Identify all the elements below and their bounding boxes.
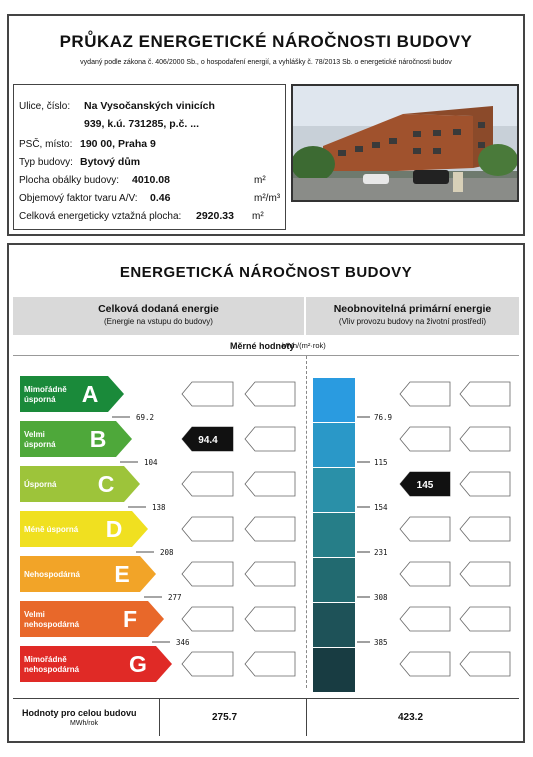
- left-header-title: Celková dodaná energie: [98, 303, 219, 315]
- left-threshold-value: 208: [160, 548, 174, 557]
- class-arrow-b: [20, 421, 132, 457]
- empty-marker-right: [400, 382, 450, 406]
- class-letter-a: A: [81, 381, 99, 407]
- right-header-title: Neobnovitelná primární energie: [333, 303, 492, 315]
- empty-marker-right: [400, 517, 450, 541]
- shape-factor-label: Objemový faktor tvaru A/V:: [19, 193, 138, 204]
- primary-scale-segment-d: [313, 513, 355, 557]
- right-threshold-value: 231: [374, 548, 388, 557]
- shape-factor-value: 0.46: [150, 192, 171, 204]
- left-threshold-value: 69.2: [136, 413, 155, 422]
- empty-marker-right: [400, 562, 450, 586]
- class-label-g: nehospodárná: [24, 665, 80, 674]
- empty-marker-left: [182, 472, 233, 496]
- street-value: Na Vysočanských vinicích: [84, 100, 215, 112]
- class-letter-c: C: [97, 471, 115, 497]
- empty-marker-left: [182, 562, 233, 586]
- right-threshold-value: 308: [374, 593, 388, 602]
- class-letter-g: G: [129, 651, 147, 677]
- empty-marker-left: [245, 652, 295, 676]
- class-label-a: úsporná: [24, 395, 56, 404]
- envelope-area-unit: m²: [254, 175, 266, 186]
- primary-scale-segment-f: [313, 603, 355, 647]
- primary-scale-segment-e: [313, 558, 355, 602]
- class-letter-b: B: [89, 426, 107, 452]
- certificate-title: PRŮKAZ ENERGETICKÉ NÁROČNOSTI BUDOVY: [59, 32, 473, 51]
- class-label-d: Méně úsporná: [24, 525, 79, 534]
- primary-energy-value: 145: [416, 480, 434, 491]
- left-threshold-value: 346: [176, 638, 190, 647]
- empty-marker-left: [245, 472, 295, 496]
- class-arrow-g: [20, 646, 172, 682]
- empty-marker-right: [400, 607, 450, 631]
- empty-marker-left: [245, 562, 295, 586]
- certificate-subtitle: vydaný podle zákona č. 406/2000 Sb., o hospodaření energií, a vyhlášky č. 78/2013 Sb. o energetické náročnosti budov: [80, 59, 452, 66]
- left-threshold-value: 104: [144, 458, 158, 467]
- class-arrow-f: [20, 601, 164, 637]
- totals-divider-2: [306, 698, 307, 736]
- building-type-label: Typ budovy:: [19, 157, 73, 168]
- envelope-area-value: 4010.08: [132, 174, 170, 186]
- primary-scale-segment-g: [313, 648, 355, 692]
- class-label-e: Nehospodárná: [24, 570, 81, 579]
- empty-marker-right: [460, 607, 510, 631]
- unit-label: Měrné hodnoty: [230, 341, 295, 351]
- left-header-subtitle: (Energie na vstupu do budovy): [104, 317, 213, 326]
- empty-marker-right: [460, 382, 510, 406]
- class-label-f: Velmi: [24, 610, 45, 619]
- class-arrow-a: [20, 376, 124, 412]
- unit-value: kWh/(m²·rok): [282, 341, 326, 350]
- empty-marker-left: [245, 427, 295, 451]
- empty-marker-right: [460, 427, 510, 451]
- street-label: Ulice, číslo:: [19, 101, 71, 112]
- empty-marker-left: [182, 652, 233, 676]
- right-total-value: 423.2: [398, 712, 424, 723]
- right-threshold-value: 154: [374, 503, 388, 512]
- empty-marker-right: [460, 517, 510, 541]
- rating-title: ENERGETICKÁ NÁROČNOST BUDOVY: [119, 264, 413, 281]
- primary-scale-segment-c: [313, 468, 355, 512]
- envelope-area-label: Plocha obálky budovy:: [19, 175, 120, 186]
- class-label-g: Mimořádně: [24, 655, 67, 664]
- reference-area-value: 2920.33: [196, 210, 234, 222]
- right-threshold-value: 385: [374, 638, 388, 647]
- class-label-c: Úsporná: [24, 480, 57, 489]
- class-letter-e: E: [114, 561, 130, 587]
- totals-divider-1: [159, 698, 160, 736]
- empty-marker-left: [182, 607, 233, 631]
- shape-factor-unit: m²/m³: [254, 193, 281, 204]
- reference-area-label: Celková energeticky vztažná plocha:: [19, 211, 182, 222]
- psc-value: 190 00, Praha 9: [80, 138, 156, 150]
- empty-marker-right: [460, 652, 510, 676]
- primary-scale-segment-a: [313, 378, 355, 422]
- left-total-value: 275.7: [212, 712, 238, 723]
- right-threshold-value: 115: [374, 458, 388, 467]
- psc-label: PSČ, místo:: [19, 139, 73, 150]
- left-threshold-value: 138: [152, 503, 166, 512]
- reference-area-unit: m²: [252, 211, 264, 222]
- left-threshold-value: 277: [168, 593, 182, 602]
- empty-marker-left: [182, 382, 233, 406]
- empty-marker-left: [245, 607, 295, 631]
- class-letter-d: D: [105, 516, 123, 542]
- empty-marker-right: [400, 427, 450, 451]
- empty-marker-left: [182, 517, 233, 541]
- delivered-energy-value: 94.4: [198, 435, 218, 446]
- class-label-f: nehospodárná: [24, 620, 80, 629]
- class-label-b: úsporná: [24, 440, 56, 449]
- empty-marker-left: [245, 382, 295, 406]
- totals-label: Hodnoty pro celou budovu: [22, 708, 137, 718]
- empty-marker-left: [245, 517, 295, 541]
- class-label-a: Mimořádně: [24, 385, 67, 394]
- building-type-value: Bytový dům: [80, 156, 141, 168]
- primary-scale-segment-b: [313, 423, 355, 467]
- empty-marker-right: [460, 562, 510, 586]
- right-header-subtitle: (Vliv provozu budovy na životní prostředí): [338, 317, 487, 326]
- class-letter-f: F: [122, 606, 138, 632]
- class-label-b: Velmi: [24, 430, 45, 439]
- right-threshold-value: 76.9: [374, 413, 393, 422]
- empty-marker-right: [460, 472, 510, 496]
- totals-unit: MWh/rok: [70, 720, 98, 727]
- empty-marker-right: [400, 652, 450, 676]
- street-value-2: 939, k.ú. 731285, p.č. ...: [84, 118, 199, 130]
